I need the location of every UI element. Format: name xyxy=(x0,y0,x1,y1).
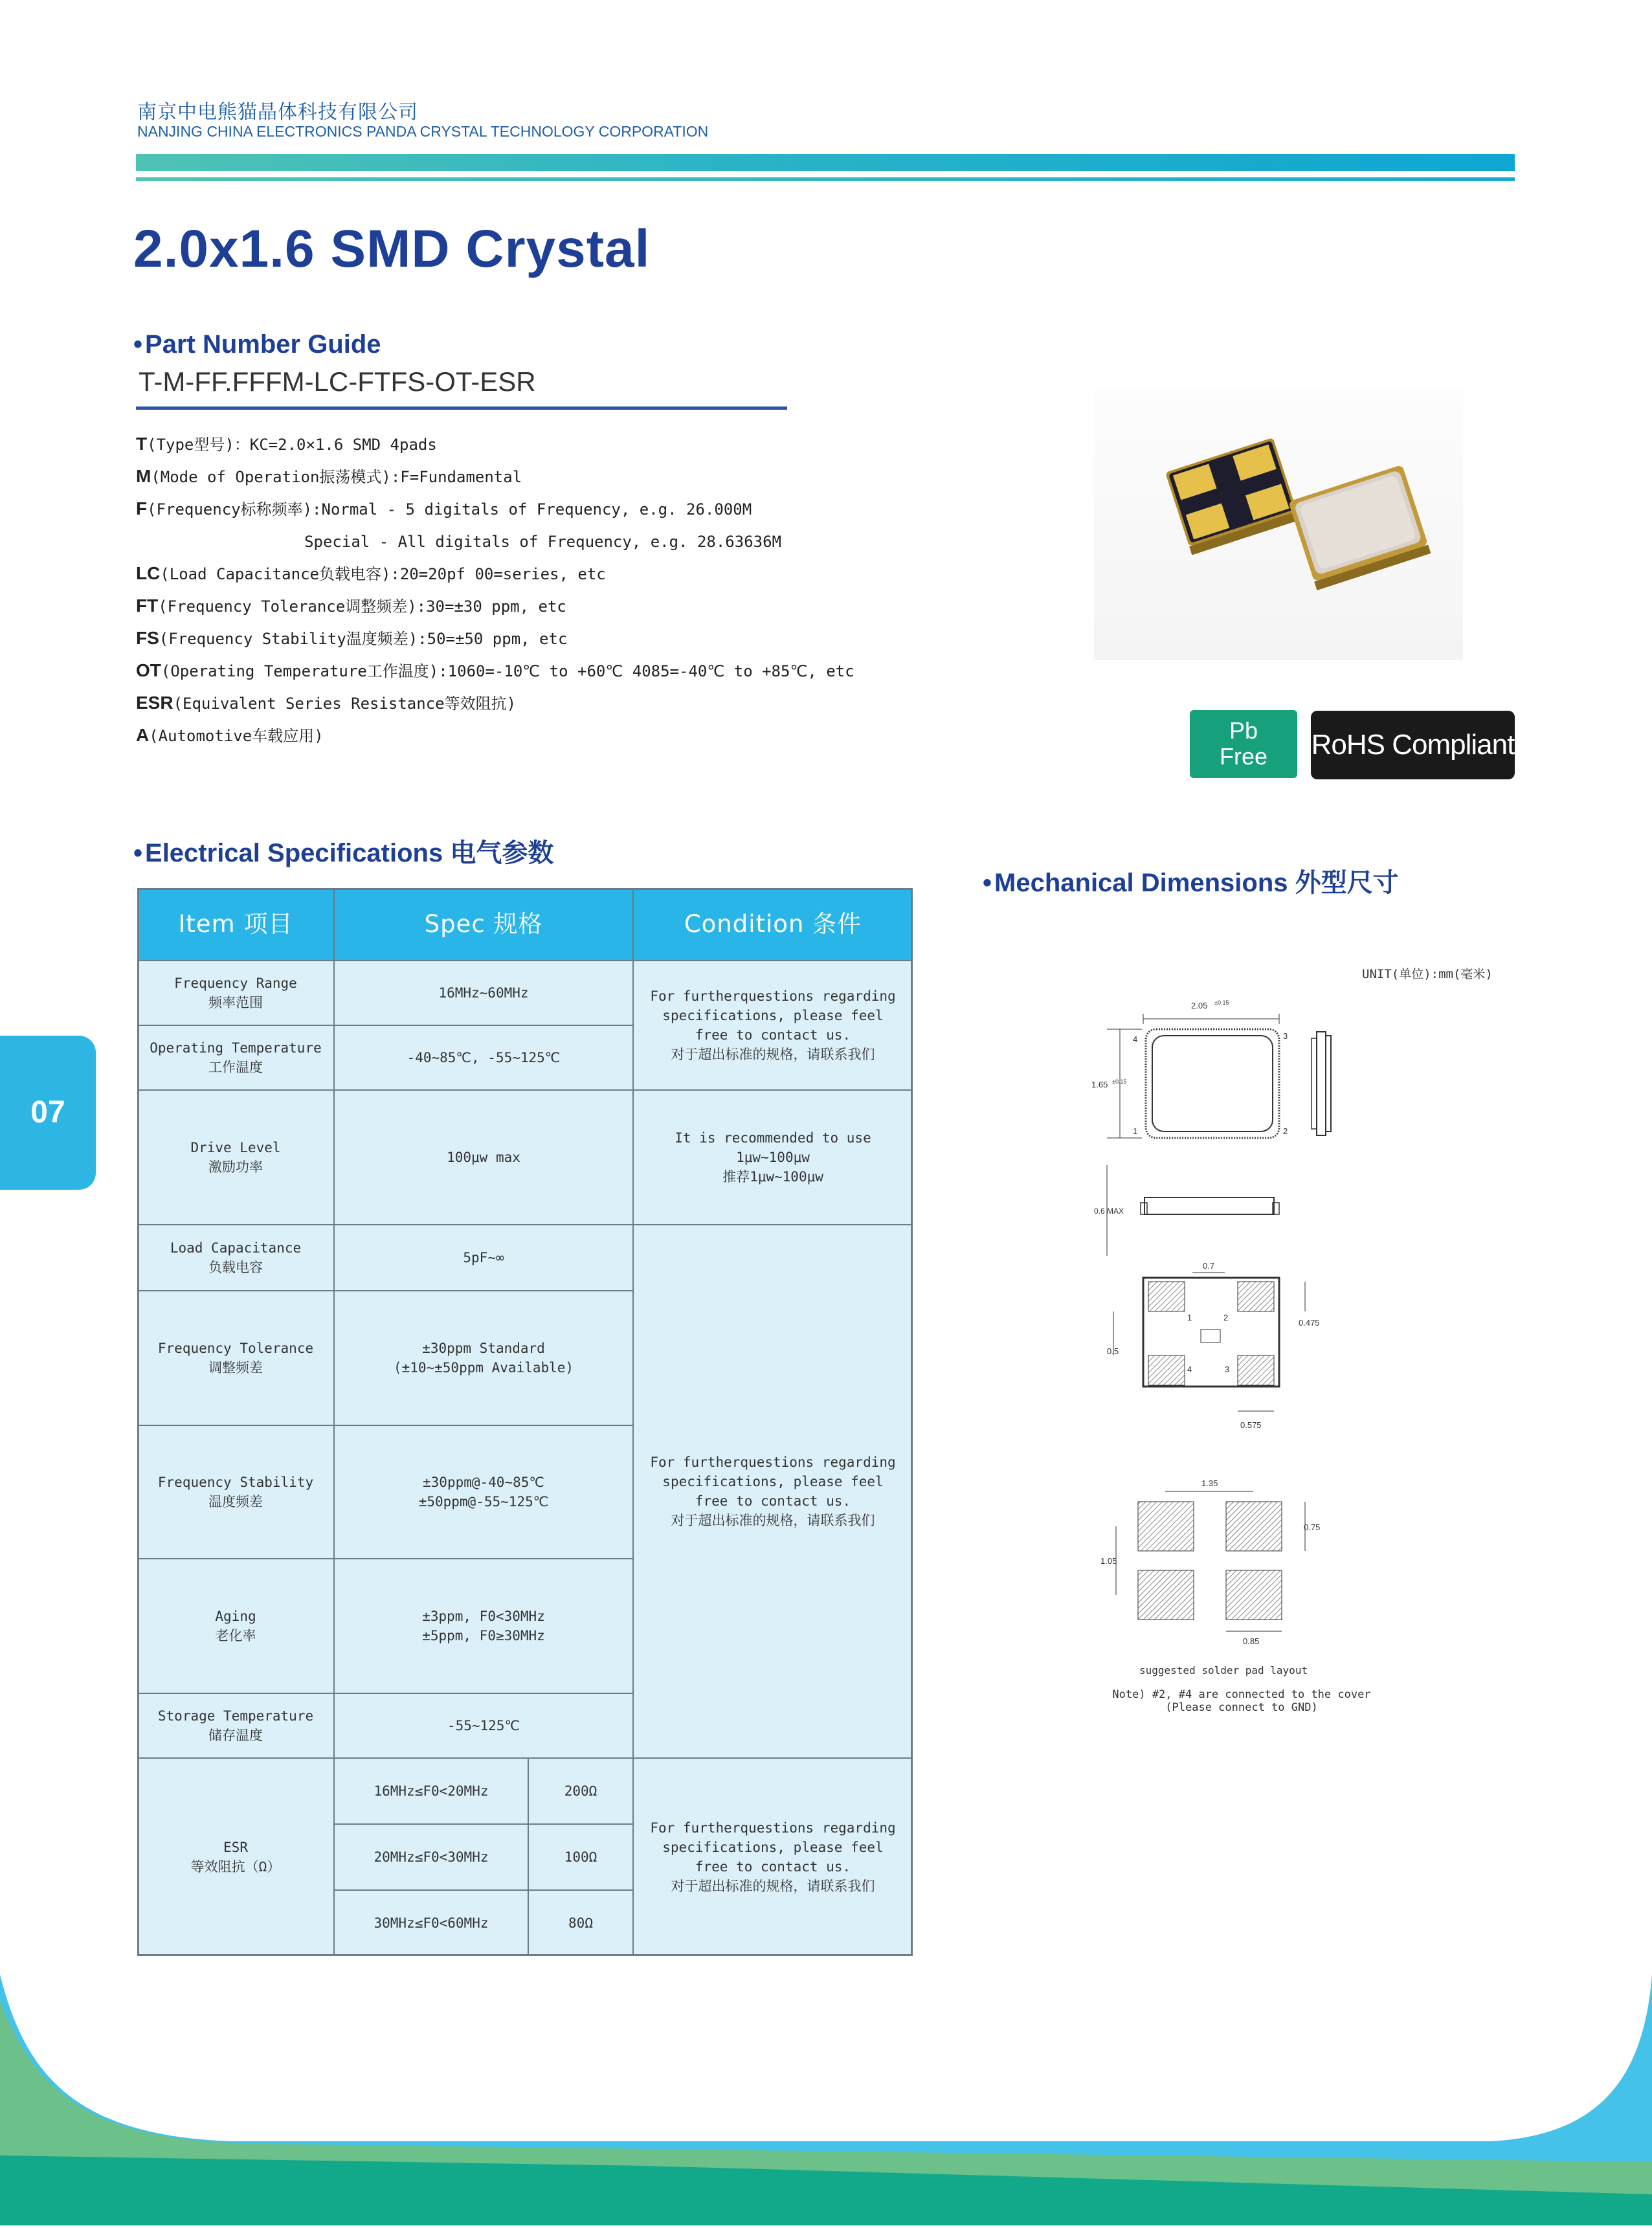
guide-item: Special - All digitals of Frequency, e.g. 28.63636M xyxy=(136,533,781,551)
pin-1-label: 1 xyxy=(1133,1126,1138,1136)
grid-line xyxy=(137,1693,633,1694)
dim-pad-pitch: 0.575 xyxy=(1240,1420,1262,1430)
row-spec-operating-temperature: -40~85℃, -55~125℃ xyxy=(407,1050,561,1065)
esr-range-3: 30MHz≤F0<60MHz xyxy=(374,1915,489,1931)
part-number-formula: T-M-FF.FFFM-LC-FTFS-OT-ESR xyxy=(139,366,536,397)
guide-item: T(Type型号)：KC=2.0×1.6 SMD 4pads xyxy=(136,434,437,454)
dim-height: 1.65 xyxy=(1091,1080,1108,1089)
row-item-storage-temperature: Storage Temperature 储存温度 xyxy=(157,1708,314,1743)
row-spec-drive-level: 100μw max xyxy=(447,1150,520,1165)
row-item-operating-temperature: Operating Temperature 工作温度 xyxy=(150,1040,322,1075)
esr-range-1: 16MHz≤F0<20MHz xyxy=(374,1783,489,1799)
condition-contact-2: For furtherquestions regarding specifications, please feel free to contact us. 对于超出标准的规格，请联系我们 xyxy=(650,1454,896,1528)
dim-pad-gap: 0.5 xyxy=(1107,1346,1119,1356)
grid-line xyxy=(137,1954,913,1956)
mechanical-heading: • Mechanical Dimensions 外型尺寸 xyxy=(983,869,1399,897)
grid-line xyxy=(137,1425,633,1426)
dim-pad-height: 0.475 xyxy=(1299,1318,1320,1328)
electrical-spec-table xyxy=(137,888,913,1956)
row-spec-frequency-tolerance: ±30ppm Standard (±10~±50ppm Available) xyxy=(393,1341,574,1376)
solder-caption: suggested solder pad layout xyxy=(1139,1664,1308,1677)
pin-4-label: 4 xyxy=(1133,1034,1138,1044)
row-spec-storage-temperature: -55~125℃ xyxy=(447,1718,520,1733)
guide-item: LC(Load Capacitance负载电容):20=20pf 00=series, etc xyxy=(136,563,606,583)
company-name-cn: 南京中电熊猫晶体科技有限公司 xyxy=(137,101,418,124)
esr-range-2: 20MHz≤F0<30MHz xyxy=(374,1849,489,1865)
grid-line xyxy=(333,888,335,1956)
dim-width-tol: ±0.15 xyxy=(1214,999,1229,1006)
mechanical-drawing xyxy=(1081,984,1392,1683)
pin-2-label: 2 xyxy=(1283,1126,1288,1136)
esr-value-1: 200Ω xyxy=(564,1783,597,1799)
row-item-esr: ESR 等效阻抗（Ω） xyxy=(190,1840,281,1875)
grid-line xyxy=(334,1889,633,1891)
row-item-frequency-tolerance: Frequency Tolerance 调整频差 xyxy=(157,1341,314,1376)
grid-line xyxy=(632,888,634,1956)
guide-item: A(Automotive车载应用) xyxy=(136,725,324,745)
grid-line xyxy=(137,1089,913,1091)
grid-line xyxy=(911,888,913,1956)
dim-solder-height: 0.75 xyxy=(1304,1522,1321,1532)
footer-decoration xyxy=(0,1974,1652,2225)
page-title: 2.0x1.6 SMD Crystal xyxy=(133,219,651,278)
grid-line xyxy=(334,1823,633,1825)
pad-pin-3: 3 xyxy=(1225,1365,1230,1374)
row-spec-frequency-range: 16MHz~60MHz xyxy=(438,985,529,1001)
guide-item: FS(Frequency Stability温度频差):50=±50 ppm, etc xyxy=(136,628,568,648)
guide-item: ESR(Equivalent Series Resistance等效阻抗) xyxy=(136,693,517,713)
esr-value-2: 100Ω xyxy=(564,1849,597,1865)
row-item-drive-level: Drive Level 激励功率 xyxy=(190,1140,281,1175)
mechanical-note: Note) #2, #4 are connected to the cover (Please connect to GND) xyxy=(1112,1688,1371,1714)
dim-width: 2.05 xyxy=(1191,1001,1208,1010)
page-number-tab: 07 xyxy=(0,1036,96,1190)
dim-solder-pad-width: 0.85 xyxy=(1243,1636,1260,1646)
dim-max-height: 0.6 MAX xyxy=(1094,1207,1124,1216)
grid-line xyxy=(528,1758,529,1956)
row-item-load-capacitance: Load Capacitance 负载电容 xyxy=(170,1240,302,1275)
grid-line xyxy=(137,1290,633,1291)
condition-drive-level: It is recommended to use 1μw~100μw 推荐1μw~100μw xyxy=(675,1130,871,1185)
pad-pin-4: 4 xyxy=(1187,1365,1192,1374)
unit-label: UNIT(单位):mm(毫米) xyxy=(1362,967,1493,981)
grid-line xyxy=(137,1224,913,1225)
row-spec-frequency-stability: ±30ppm@-40~85℃ ±50ppm@-55~125℃ xyxy=(418,1475,549,1509)
pb-free-label-line2: Free xyxy=(1219,743,1268,770)
grid-line xyxy=(137,1558,633,1559)
part-number-list xyxy=(136,432,854,756)
pin-3-label: 3 xyxy=(1283,1031,1288,1041)
electrical-heading: • Electrical Specifications 电气参数 xyxy=(133,839,554,867)
table-header-spec: Spec 规格 xyxy=(334,888,633,961)
row-item-frequency-stability: Frequency Stability 温度频差 xyxy=(157,1475,314,1509)
row-item-frequency-range: Frequency Range 频率范围 xyxy=(174,975,297,1010)
guide-item: F(Frequency标称频率):Normal - 5 digitals of Frequency, e.g. 26.000M xyxy=(136,498,752,518)
grid-line xyxy=(137,888,913,890)
pad-pin-1: 1 xyxy=(1187,1313,1192,1322)
guide-item: OT(Operating Temperature工作温度):1060=-10℃ to +60℃ 4085=-40℃ to +85℃, etc xyxy=(136,660,854,680)
row-spec-aging: ±3ppm, F0<30MHz ±5ppm, F0≥30MHz xyxy=(422,1609,545,1643)
grid-line xyxy=(137,1757,913,1759)
header-bar xyxy=(136,154,1515,171)
row-item-aging: Aging 老化率 xyxy=(215,1609,256,1643)
condition-contact-3: For furtherquestions regarding specifications, please feel free to contact us. 对于超出标准的规格，请联系我们 xyxy=(650,1820,896,1894)
dim-height-tol: ±0.15 xyxy=(1112,1078,1127,1085)
esr-value-3: 80Ω xyxy=(568,1915,593,1931)
product-photo xyxy=(1094,388,1463,660)
pb-free-badge xyxy=(1190,710,1297,778)
rohs-badge: RoHS Compliant xyxy=(1311,711,1515,779)
part-number-heading: • Part Number Guide xyxy=(133,330,381,359)
grid-line xyxy=(137,888,139,1956)
dim-pad-width: 0.7 xyxy=(1203,1261,1215,1271)
dim-solder-width: 1.35 xyxy=(1201,1478,1218,1488)
table-header-condition: Condition 条件 xyxy=(633,888,913,961)
header-line xyxy=(136,177,1515,181)
guide-item: M(Mode of Operation振荡模式):F=Fundamental xyxy=(136,466,522,486)
company-name-en: NANJING CHINA ELECTRONICS PANDA CRYSTAL TECHNOLOGY CORPORATION xyxy=(137,123,709,140)
guide-item: FT(Frequency Tolerance调整频差):30=±30 ppm, etc xyxy=(136,596,566,616)
table-header-item: Item 项目 xyxy=(137,888,334,961)
dim-solder-pitch: 1.05 xyxy=(1100,1556,1117,1566)
condition-contact-1: For furtherquestions regarding specifications, please feel free to contact us. 对于超出标准的规格，请联系我们 xyxy=(650,988,896,1062)
row-spec-load-capacitance: 5pF~∞ xyxy=(463,1250,504,1265)
pb-free-label-line1: Pb xyxy=(1229,717,1258,744)
pad-pin-2: 2 xyxy=(1223,1313,1229,1322)
grid-line xyxy=(137,1025,633,1026)
grid-line xyxy=(137,960,913,961)
part-number-underline xyxy=(136,407,787,410)
